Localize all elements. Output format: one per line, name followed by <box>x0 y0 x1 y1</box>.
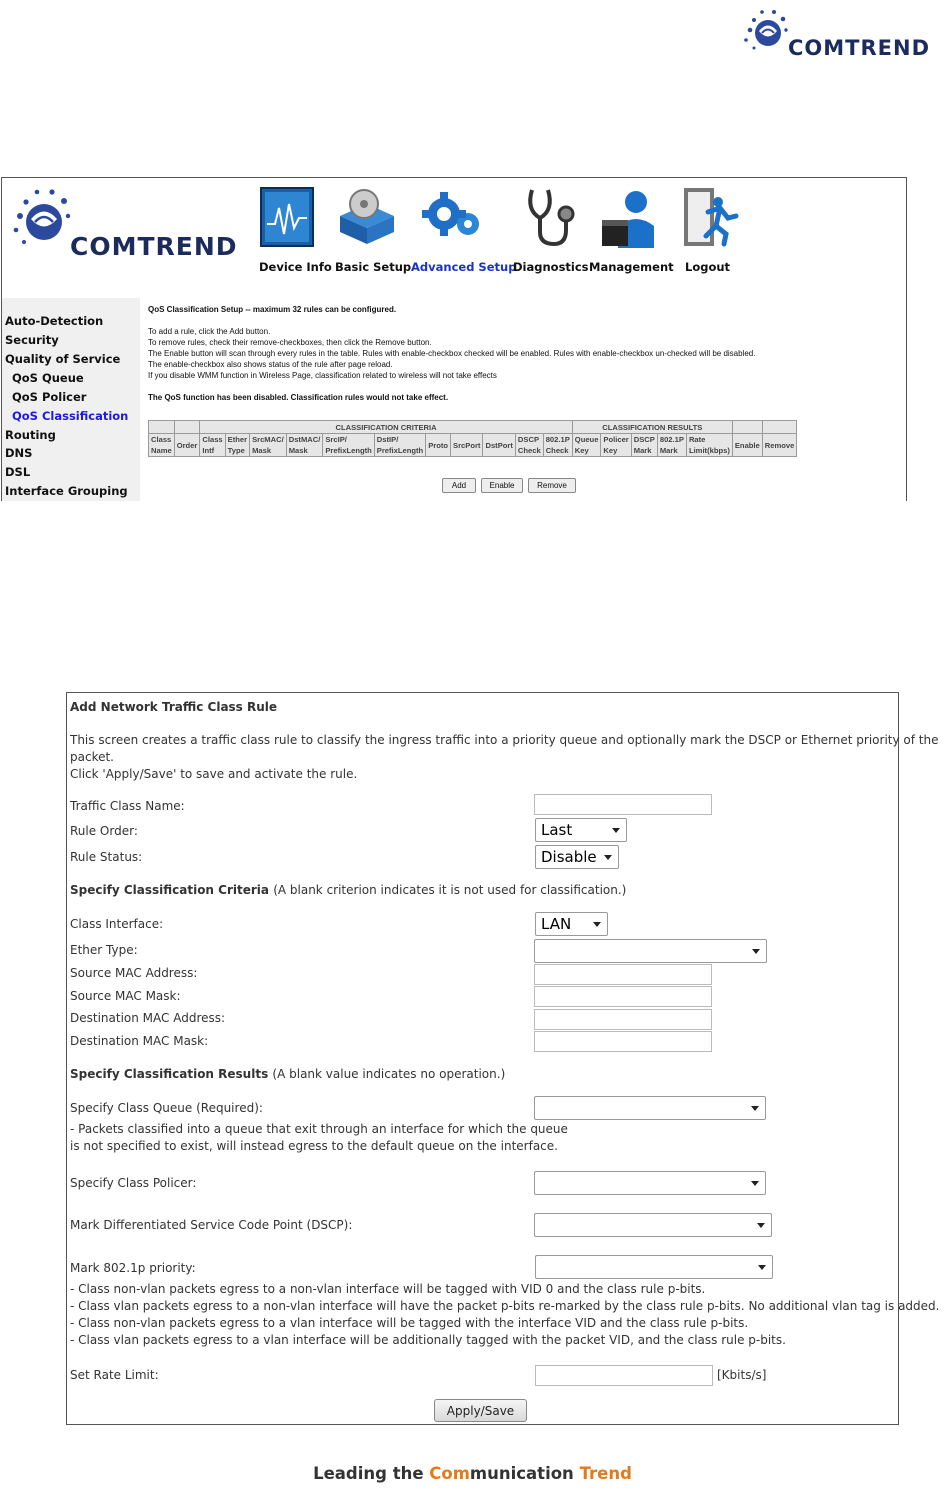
sidebar-item-quality-of-service[interactable]: Quality of Service <box>5 352 121 366</box>
pbit-note: - Class vlan packets egress to a vlan interface will be additionally tagged with the packet VID, and the class rule p-bits. <box>70 1333 786 1347</box>
footer-tagline: Leading the Communication Trend <box>313 1464 632 1483</box>
dst-mac-label: Destination MAC Address: <box>70 1011 226 1025</box>
table-column-header: 802.1P Check <box>543 434 572 457</box>
pbit-note: - Class non-vlan packets egress to a vlan interface will be tagged with the interface VID and the class rule p-bits. <box>70 1316 749 1330</box>
table-column-header: DstPort <box>483 434 515 457</box>
sidebar-item-qos-queue[interactable]: QoS Queue <box>12 371 84 385</box>
sidebar-item-qos-classification[interactable]: QoS Classification <box>12 409 129 423</box>
qos-help-line: The Enable button will scan through every rules in the table. Rules with enable-checkbox checked will be enabled. Rules with enable-checkbox un-checked will be disabled. <box>148 349 756 358</box>
chevron-down-icon <box>758 1265 766 1270</box>
sidebar-item-routing[interactable]: Routing <box>5 428 56 442</box>
nav-diagnostics[interactable]: Diagnostics <box>513 260 589 274</box>
nav-advanced-setup[interactable]: Advanced Setup <box>411 260 517 274</box>
dscp-mark-label: Mark Differentiated Service Code Point (DSCP): <box>70 1218 353 1232</box>
p8021-mark-select[interactable] <box>535 1255 773 1279</box>
table-column-header: DstIP/ PrefixLength <box>374 434 425 457</box>
qos-classification-screenshot <box>1 177 907 501</box>
chevron-down-icon <box>752 949 760 954</box>
qos-help-line: To add a rule, click the Add button. <box>148 327 271 336</box>
table-column-header: Class Name <box>149 434 175 457</box>
enable-button[interactable]: Enable <box>481 478 523 493</box>
table-column-header: DSCP Mark <box>631 434 657 457</box>
class-queue-select[interactable] <box>534 1096 766 1120</box>
results-heading: Specify Classification Results (A blank value indicates no operation.) <box>70 1067 506 1081</box>
table-column-header: SrcPort <box>451 434 483 457</box>
src-mask-input[interactable] <box>534 986 712 1007</box>
device-info-icon[interactable] <box>259 186 319 248</box>
src-mac-label: Source MAC Address: <box>70 966 198 980</box>
ether-type-label: Ether Type: <box>70 943 138 957</box>
rule-order-select[interactable]: Last <box>535 818 627 842</box>
router-logo <box>10 186 240 266</box>
advanced-setup-icon[interactable] <box>420 186 480 248</box>
add-button[interactable]: Add <box>442 478 476 493</box>
class-interface-select[interactable]: LAN <box>535 912 608 936</box>
form-intro-cont: packet. <box>70 750 114 764</box>
qos-content <box>140 298 906 501</box>
sidebar-item-qos-policer[interactable]: QoS Policer <box>12 390 87 404</box>
table-column-header: Order <box>174 434 200 457</box>
rule-order-label: Rule Order: <box>70 824 138 838</box>
chevron-down-icon <box>757 1223 765 1228</box>
src-mask-label: Source MAC Mask: <box>70 989 181 1003</box>
sidebar-item-dns[interactable]: DNS <box>5 446 33 460</box>
qos-heading: QoS Classification Setup -- maximum 32 rules can be configured. <box>148 305 397 314</box>
remove-button[interactable]: Remove <box>528 478 576 493</box>
table-column-header: DSCP Check <box>515 434 543 457</box>
router-banner <box>2 178 906 298</box>
chevron-down-icon <box>751 1181 759 1186</box>
table-column-header: Queue Key <box>572 434 601 457</box>
add-rule-screenshot <box>66 692 940 1425</box>
sidebar-item-security[interactable]: Security <box>5 333 59 347</box>
form-title: Add Network Traffic Class Rule <box>70 700 278 714</box>
nav-device-info[interactable]: Device Info <box>259 260 332 274</box>
qos-disabled-notice: The QoS function has been disabled. Classification rules would not take effect. <box>148 393 449 402</box>
criteria-group-header: CLASSIFICATION CRITERIA <box>200 421 572 434</box>
class-policer-select[interactable] <box>534 1171 766 1195</box>
form-intro: This screen creates a traffic class rule to classify the ingress traffic into a priority queue and optionally mark the DSCP or Ethernet priority of the <box>70 733 939 747</box>
qos-help-line: To remove rules, check their remove-checkboxes, then click the Remove button. <box>148 338 432 347</box>
criteria-heading: Specify Classification Criteria (A blank criterion indicates it is not used for classification.) <box>70 883 627 897</box>
table-column-header: SrcIP/ PrefixLength <box>323 434 374 457</box>
nav-logout[interactable]: Logout <box>685 260 731 274</box>
traffic-class-name-label: Traffic Class Name: <box>70 799 185 813</box>
qos-help-line: The enable-checkbox also shows status of the rule after page reload. <box>148 360 393 369</box>
results-group-header: CLASSIFICATION RESULTS <box>572 421 732 434</box>
chevron-down-icon <box>612 828 620 833</box>
dscp-mark-select[interactable] <box>534 1213 772 1237</box>
table-column-header: Ether Type <box>225 434 249 457</box>
queue-note: - Packets classified into a queue that exit through an interface for which the queue <box>70 1122 568 1136</box>
dst-mac-input[interactable] <box>534 1009 712 1030</box>
qos-help-line: If you disable WMM function in Wireless Page, classification related to wireless will not take effects <box>148 371 497 380</box>
traffic-class-name-input[interactable] <box>534 794 712 815</box>
apply-save-button[interactable]: Apply/Save <box>434 1399 527 1422</box>
table-column-header: Remove <box>762 434 797 457</box>
class-policer-label: Specify Class Policer: <box>70 1176 197 1190</box>
rate-limit-input[interactable] <box>535 1365 713 1386</box>
comtrend-wordmark: COMTREND <box>788 36 931 60</box>
class-interface-label: Class Interface: <box>70 917 164 931</box>
basic-setup-icon[interactable] <box>334 186 394 248</box>
qos-classification-table <box>148 420 797 457</box>
rate-limit-label: Set Rate Limit: <box>70 1368 159 1382</box>
sidebar-item-dsl[interactable]: DSL <box>5 465 31 479</box>
diagnostics-icon[interactable] <box>518 186 578 248</box>
table-column-header: SrcMAC/ Mask <box>250 434 287 457</box>
logout-icon[interactable] <box>680 186 740 248</box>
table-column-header: Rate Limit(kbps) <box>686 434 732 457</box>
src-mac-input[interactable] <box>534 964 712 985</box>
form-intro-2: Click 'Apply/Save' to save and activate the rule. <box>70 767 358 781</box>
comtrend-logo-top <box>740 4 945 64</box>
comtrend-wordmark: COMTREND <box>70 232 238 261</box>
class-queue-label: Specify Class Queue (Required): <box>70 1101 263 1115</box>
table-column-header: Enable <box>732 434 762 457</box>
table-column-header: Class Intf <box>200 434 225 457</box>
sidebar-item-interface-grouping[interactable]: Interface Grouping <box>5 484 128 498</box>
ether-type-select[interactable] <box>534 939 767 963</box>
dst-mask-input[interactable] <box>534 1031 712 1052</box>
table-column-header: Proto <box>426 434 451 457</box>
pbit-note: - Class vlan packets egress to a non-vlan interface will have the packet p-bits re-marked by the class rule p-bits. No additional vlan tag is added. <box>70 1299 940 1313</box>
nav-management[interactable]: Management <box>589 260 674 274</box>
table-column-header: 802.1P Mark <box>657 434 686 457</box>
table-column-header: Policer Key <box>601 434 631 457</box>
comtrend-globe-icon <box>10 186 72 252</box>
pbit-note: - Class non-vlan packets egress to a non-vlan interface will be tagged with VID 0 and the class rule p-bits. <box>70 1282 706 1296</box>
chevron-down-icon <box>604 855 612 860</box>
queue-note: is not specified to exist, will instead egress to the default queue on the interface. <box>70 1139 558 1153</box>
table-header-row <box>149 434 797 457</box>
rate-limit-unit: [Kbits/s] <box>717 1368 767 1382</box>
table-column-header: DstMAC/ Mask <box>286 434 323 457</box>
chevron-down-icon <box>593 922 601 927</box>
nav-basic-setup[interactable]: Basic Setup <box>335 260 412 274</box>
rule-status-select[interactable]: Disable <box>535 845 619 869</box>
sidebar <box>2 298 140 501</box>
p8021-mark-label: Mark 802.1p priority: <box>70 1261 196 1275</box>
sidebar-item-auto-detection[interactable]: Auto-Detection <box>5 314 104 328</box>
management-icon[interactable] <box>598 186 658 248</box>
comtrend-globe-icon <box>740 6 792 56</box>
dst-mask-label: Destination MAC Mask: <box>70 1034 209 1048</box>
chevron-down-icon <box>751 1106 759 1111</box>
rule-status-label: Rule Status: <box>70 850 143 864</box>
